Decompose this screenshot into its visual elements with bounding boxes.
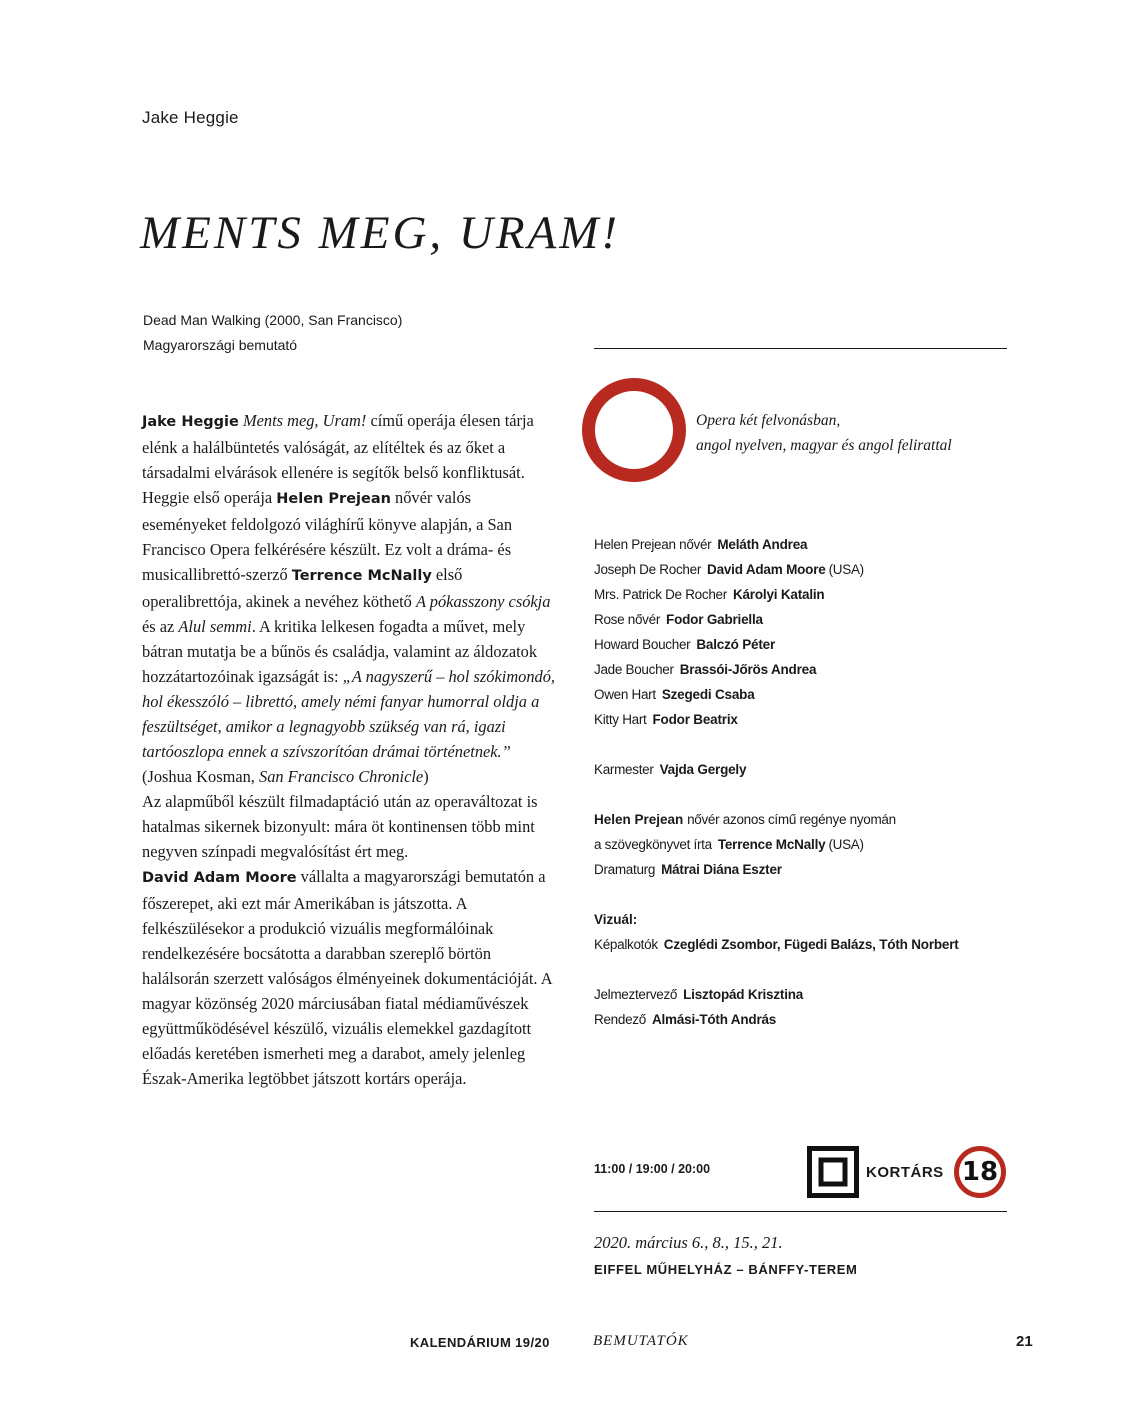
credit-role: Jade Boucher [594,662,674,677]
bold-name: Terrence McNally [291,568,432,584]
credit-role: Dramaturg [594,862,656,877]
text-run: (Joshua Kosman, [142,767,259,786]
credit-role: Képalkotók [594,937,658,952]
credit-name: Lisztopád Krisztina [683,987,804,1002]
opera-title: MENTS MEG, URAM! [140,207,621,259]
credit-role: Jelmeztervező [594,987,678,1002]
footer-section: BEMUTATÓK [593,1333,689,1349]
credit-role: Kitty Hart [594,712,647,727]
credit-name: Brassói-Jőrös Andrea [679,662,817,677]
credit-name: David Adam Moore [707,562,826,577]
credit-role: Rendező [594,1012,646,1027]
paragraph-3 [142,789,556,864]
credit-name: Vajda Gergely [659,762,747,777]
paragraph-2 [142,485,556,789]
italic-text: Alul semmi [178,617,252,636]
credit-role: a szövegkönyvet írta [594,837,712,852]
text-run: nővér valós eseményeket feldolgozó világhírű könyve alapján, a San Francisco Opera felkérésére készült. Ez volt a dráma- és musicallibrettó-szerző [142,488,513,584]
credit-name: Fodor Gabriella [666,612,763,627]
bold-name: Helen Prejean [276,491,391,507]
original-title: Dead Man Walking (2000, San Francisco) [143,312,403,328]
paragraph-4 [142,864,556,1091]
cast-row [594,707,1024,732]
cast-list [594,532,1024,732]
credit-role: Owen Hart [594,687,656,702]
credit-name: Helen Prejean [594,812,684,827]
credit-name: Balczó Péter [696,637,775,652]
credit-name: Károlyi Katalin [732,587,825,602]
visual-heading: Vizuál: [594,912,638,927]
top-rule [594,348,1007,349]
dramaturg-row [594,857,1024,882]
text-run: ) [423,767,429,786]
libretto-source-row [594,807,1024,832]
credit-name: Almási-Tóth András [651,1012,777,1027]
credit-name: Szegedi Csaba [661,687,755,702]
cast-row [594,557,1024,582]
performance-dates: 2020. március 6., 8., 15., 21. [594,1233,783,1252]
text-run: Az alapműből készült filmadaptáció után az operaváltozat is hatalmas sikernek bizonyult: mára öt kontinensen több mint negyven színpadi megvalósítást ért meg. [142,792,538,861]
credit-role: nővér azonos című regénye nyomán [687,812,896,827]
cast-row [594,532,1024,557]
red-ring-icon [582,378,686,482]
footer-publication: KALENDÁRIUM 19/20 [410,1335,550,1350]
credits-list [594,532,1024,1032]
credit-name: Terrence McNally [717,837,826,852]
category-label: KORTÁRS [866,1164,944,1181]
age-rating-badge: 18 [954,1146,1006,1198]
conductor-row [594,757,1024,782]
premiere-label: Magyarországi bemutató [143,337,298,353]
bold-name: David Adam Moore [142,870,297,886]
text-run: című operája élesen tárja elénk a halálbüntetés valóságát, az elítéltek és az őket a társadalmi elvárások ellenére is segítők belső konfliktusát. [142,411,534,482]
credit-role: Rose nővér [594,612,661,627]
intro-text [696,408,996,458]
credit-role: Howard Boucher [594,637,691,652]
credit-country: (USA) [828,562,864,577]
text-run: vállalta a magyarországi bemutatón a főszerepet, aki ezt már Amerikában is játszotta. A felkészülésekor a produkció vizuális megformálóinak rendelkezésére bocsátotta a darabban szereplő börtön halálsorán szerzett valóságos élményeinek dokumentációját. A magyar közönség 2020 márciusában fiatal médiaművészek együttműködésével készülő, vizuális elemekkel gazdagított előadás keretében ismerheti meg a darabot, amely jelenleg Észak-Amerika legtöbbet játszott kortárs operája. [142,867,552,1088]
librettist-row [594,832,1024,857]
bottom-rule [594,1211,1007,1212]
credit-role: Joseph De Rocher [594,562,702,577]
credit-role: Mrs. Patrick De Rocher [594,587,727,602]
credit-name: Fodor Beatrix [652,712,738,727]
text-run: első operalibrettója, akinek a nevéhez köthető [142,565,463,611]
square-target-icon [807,1146,859,1198]
composer-name: Jake Heggie [142,108,239,127]
show-times: 11:00 / 19:00 / 20:00 [594,1162,711,1176]
visual-row [594,932,1024,957]
costume-row [594,982,1024,1007]
cast-row [594,607,1024,632]
venue-name: EIFFEL MŰHELYHÁZ – BÁNFFY-TEREM [594,1262,858,1277]
italic-text: San Francisco Chronicle [259,767,424,786]
text-run: és az [142,617,179,636]
italic-text: A pókasszony csókja [415,592,551,611]
page-number: 21 [1016,1333,1033,1350]
text-run: . A kritika lelkesen fogadta a művet, mely bátran mutatja be a bűnös és családja, valamint az áldozatok hozzátartozóinak igazságát is: [142,617,538,686]
credit-role: Karmester [594,762,654,777]
paragraph-1 [142,408,556,485]
italic-text: Ments meg, Uram! [242,411,367,430]
text-run: Heggie első operája [142,488,277,507]
cast-row [594,682,1024,707]
credit-role: Helen Prejean nővér [594,537,712,552]
cast-row [594,582,1024,607]
director-row [594,1007,1024,1032]
credit-name: Czeglédi Zsombor, Fügedi Balázs, Tóth Norbert [663,937,959,952]
cast-row [594,632,1024,657]
credit-name: Mátrai Diána Eszter [661,862,782,877]
intro-line-1: Opera két felvonásban, [696,412,841,429]
article-body [142,408,556,1091]
credit-name: Meláth Andrea [717,537,808,552]
cast-row [594,657,1024,682]
intro-line-2: angol nyelven, magyar és angol felirattal [696,437,952,454]
bold-name: Jake Heggie [142,414,239,430]
credit-country: (USA) [828,837,864,852]
italic-text: „A nagyszerű – hol szókimondó, hol ékesszóló – librettó, amely némi fanyar humorral oldja a feszültséget, amikor a legnagyobb szükség van rá, igazi tartóoszlopa ennek a szívszorítóan drámai történetnek.” [142,667,556,761]
